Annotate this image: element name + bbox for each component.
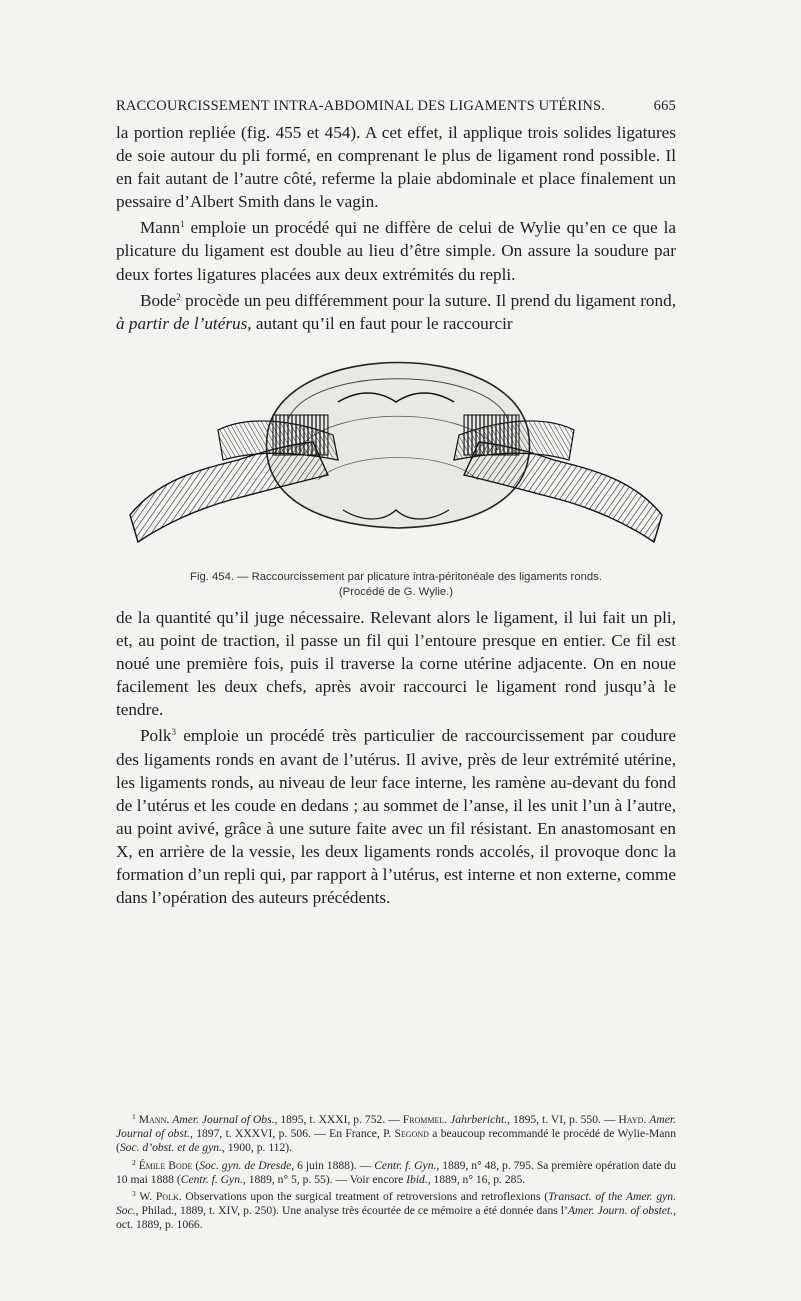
author-name: Polk [140,726,172,746]
author-name: Mann [140,218,181,238]
caption-line: Fig. 454. — Raccourcissement par plicature intra-péritonéale des ligaments ronds. [190,571,602,583]
figure-caption [116,570,676,600]
left-ligament [130,415,338,542]
footnote: $^2$ Émile Bode (Soc. gyn. de Dresde, 6 juin 1888). — Centr. f. Gyn., 1889, n° 48, p. 795. Sa première opération date du 10 mai 1888 (Centr. f. Gyn., 1889, n° 5, p. 55). — Voir encore Ibid., 1889, n° 16, p. 285. [116,1157,677,1186]
footnote: $^1$ Mann. Amer. Journal of Obs., 1895, t. XXXI, p. 752. — Frommel. Jahrbericht., 1895, t. VI, p. 550. — Hayd. Amer. Journal of obst., 1897, t. XXXVI, p. 506. — En France, P. Segond a beaucoup recommandé le procédé de Wylie-Mann (Soc. d’obst. et de gyn., 1900, p. 112). [116,1112,676,1155]
running-header [116,98,676,115]
uterus-illustration [118,310,674,566]
paragraph: Bode$^2$ procède un peu différemment pour la suture. Il prend du ligament rond, à partir de l’utérus, autant qu’il en faut pour le raccourcir [116,290,676,333]
caption-line: (Procédé de G. Wylie.) [338,586,454,598]
running-title: RACCOURCISSEMENT INTRA-ABDOMINAL DES LIGAMENTS UTÉRINS. [116,98,606,114]
footnote-number: 1 [132,1112,136,1121]
footnote-number: 2 [132,1157,136,1167]
paragraph: Polk$^3$ emploie un procédé très particulier de raccourcissement par coudure des ligaments ronds en avant de l’utérus. Il avive, près de leur extrémité utérine, les ligaments ronds, au niveau de leur face interne, les ramène au-devant du fond de l’utérus et les coude en dedans ; au sommet de l’anse, il les unit l’un à l’autre, au point avivé, grâce à une suture faite avec un fil résistant. En anastomosant en X, en arrière de la vessie, les deux ligaments ronds accolés, il provoque donc la formation d’un repli qui, par rapport à l’utérus, est interne et non externe, comme dans l’opération des auteurs précédents. [116,726,676,908]
paragraph: de la quantité qu’il juge nécessaire. Relevant alors le ligament, il lui fait un pli, et, au point de traction, il passe un fil qui l’entoure presque en entier. Ce fil est noué une première fois, puis il traverse la corne utérine adjacente. On en noue facilement les deux chefs, après avoir raccourci le ligament rond jusqu’à le tendre. [116,608,676,720]
right-ligament [454,415,662,542]
page-number: 665 [653,98,676,114]
author-name: Bode [140,290,177,310]
paragraph: Mann$^1$ emploie un procédé qui ne diffère de celui de Wylie qu’en ce que la plicature du ligament est double au lieu d’être simple. On assure la soudure par deux fortes ligatures placées aux deux extrémités du repli. [116,218,676,284]
body-text-top [116,121,676,335]
footnote: $^3$ W. Polk. Observations upon the surgical treatment of retroversions and retroflexions (Transact. of the Amer. gyn. Soc., Philad., 1889, t. XIV, p. 250). Une analyse très écourtée de ce mémoire a été donnée dans l’Amer. Journ. of obstet., oct. 1889, p. 1066. [116,1189,676,1232]
footnote-ref[interactable]: 3 [171,727,177,738]
footnote-number: 3 [132,1189,136,1199]
footnote-ref[interactable]: 2 [176,291,181,302]
footnotes [116,1110,676,1233]
body-text-bottom [116,606,676,909]
footnote-ref[interactable]: 1 [180,219,185,230]
paragraph: la portion repliée (fig. 455 et 454). A cet effet, il applique trois solides ligatures de soie autour du pli formé, en comprenant le plus de ligament rond possible. Il en fait autant de l’autre côté, referme la plaie abdominale et place finalement un pessaire d’Albert Smith dans le vagin. [116,123,676,212]
